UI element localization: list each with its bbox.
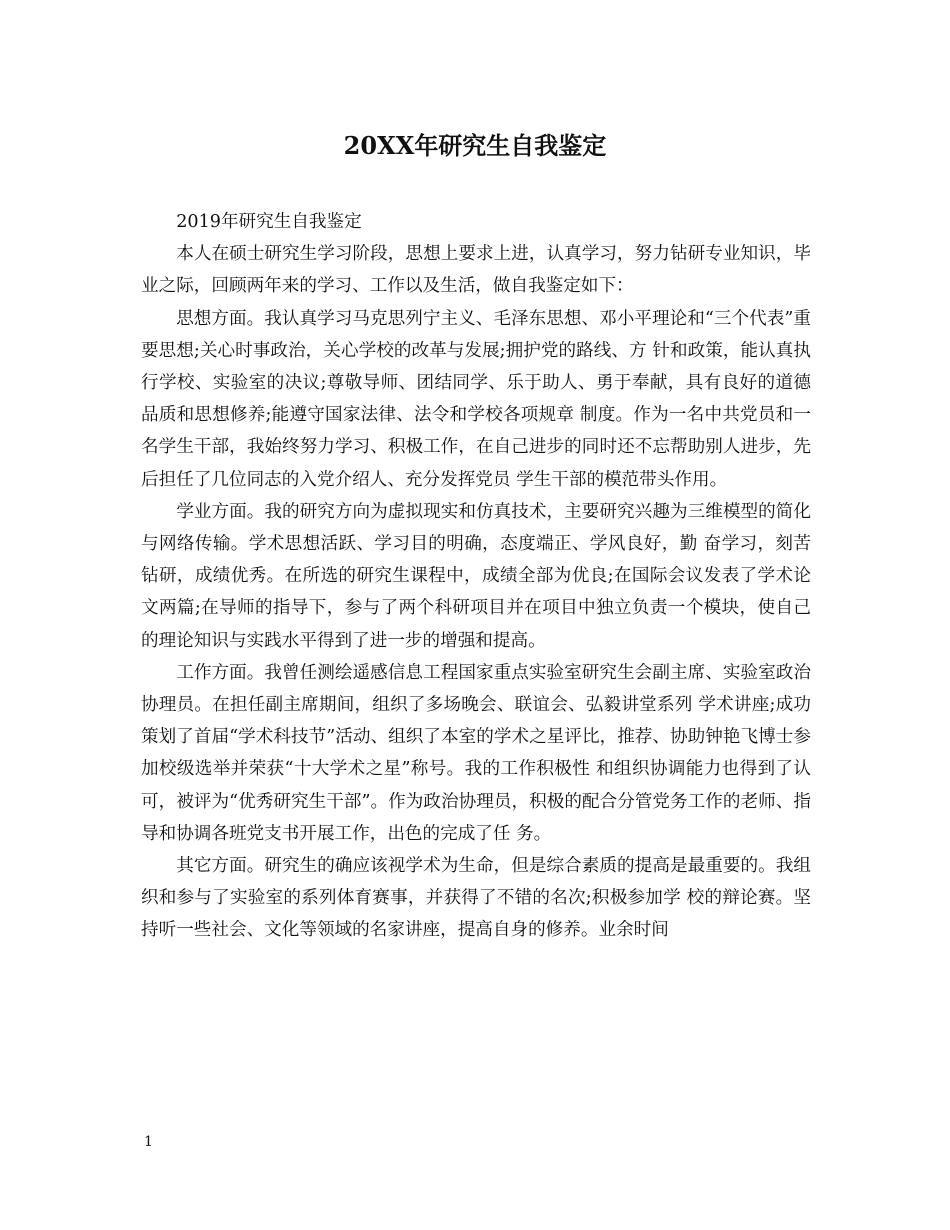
paragraph-intro: 本人在硕士研究生学习阶段，思想上要求上进，认真学习，努力钻研专业知识，毕业之际，回顾两年来的学习、工作以及生活，做自我鉴定如下： <box>141 244 811 297</box>
paragraph-ideology: 思想方面。我认真学习马克思列宁主义、毛泽东思想、邓小平理论和“三个代表”重要思想;关心时事政治，关心学校的改革与发展;拥护党的路线、方 针和政策，能认真执行学校、实验室的决议;尊敬导师、团结同学、乐于助人、勇于奉献，具有良好的道德品质和思想修养;能遵守国家法律、法令和学校各项规章 制度。作为一名中共党员和一名学生干部，我始终努力学习、积极工作，在自己进步的同时还不忘帮助别人进步，先后担任了几位同志的入党介绍人、充分发挥党员 学生干部的模范带头作用。 <box>141 308 811 490</box>
paragraph-academics: 学业方面。我的研究方向为虚拟现实和仿真技术，主要研究兴趣为三维模型的简化与网络传输。学术思想活跃、学习目的明确，态度端正、学风良好，勤 奋学习，刻苦钻研，成绩优秀。在所选的研究生课程中，成绩全部为优良;在国际会议发表了学术论文两篇;在导师的指导下，参与了两个科研项目并在项目中独立负责一个模块，使自己的理论知识与实践水平得到了进一步的增强和提高。 <box>141 501 811 651</box>
document-title: 20XX年研究生自我鉴定 <box>343 131 607 160</box>
paragraph-subtitle: 2019年研究生自我鉴定 <box>176 212 362 232</box>
document-body <box>141 206 811 947</box>
page-number: 1 <box>144 1134 153 1150</box>
paragraph-other: 其它方面。研究生的确应该视学术为生命，但是综合素质的提高是最重要的。我组织和参与了实验室的系列体育赛事，并获得了不错的名次;积极参加学 校的辩论赛。坚持听一些社会、文化等领域的名家讲座，提高自身的修养。业余时间 <box>141 856 811 941</box>
paragraph-work: 工作方面。我曾任测绘遥感信息工程国家重点实验室研究生会副主席、实验室政治协理员。在担任副主席期间，组织了多场晚会、联谊会、弘毅讲堂系列 学术讲座;成功策划了首届“学术科技节”活动、组织了本室的学术之星评比，推荐、协助钟艳飞博士参加校级选举并荣获“十大学术之星”称号。我的工作积极性 和组织协调能力也得到了认可，被评为“优秀研究生干部”。作为政治协理员，积极的配合分管党务工作的老师、指导和协调各班党支书开展工作，出色的完成了任 务。 <box>141 662 811 844</box>
